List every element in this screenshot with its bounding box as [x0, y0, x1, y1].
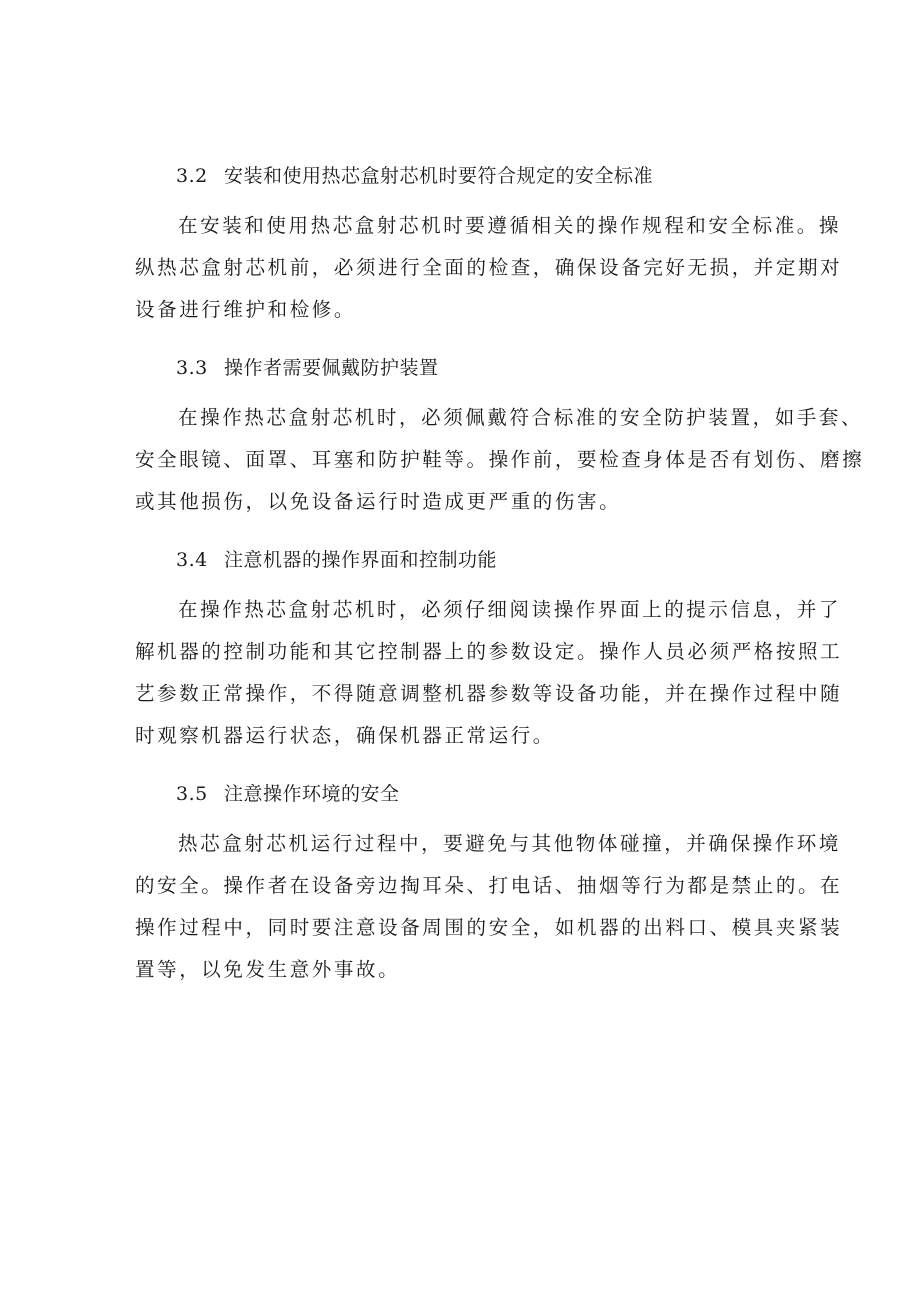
paragraph-line: 安全眼镜、面罩、耳塞和防护鞋等。操作前，要检查身体是否有划伤、磨擦 [135, 448, 865, 471]
section-heading [176, 548, 497, 572]
paragraph-line: 或其他损伤，以免设备运行时造成更严重的伤害。 [135, 490, 622, 513]
section-title: 注意机器的操作界面和控制功能 [224, 549, 498, 571]
section-title: 安装和使用热芯盒射芯机时要符合规定的安全标准 [224, 165, 654, 187]
paragraph-line: 设备进行维护和检修。 [135, 298, 357, 321]
paragraph-line: 时观察机器运行状态，确保机器正常运行。 [135, 724, 555, 747]
paragraph-line: 热芯盒射芯机运行过程中，要避免与其他物体碰撞，并确保操作环境 [178, 832, 842, 855]
paragraph-line: 在操作热芯盒射芯机时，必须佩戴符合标准的安全防护装置，如手套、 [178, 406, 864, 429]
paragraph-line: 纵热芯盒射芯机前，必须进行全面的检查，确保设备完好无损，并定期对 [135, 256, 843, 279]
paragraph-line: 解机器的控制功能和其它控制器上的参数设定。操作人员必须严格按照工 [135, 640, 843, 663]
section-title: 注意操作环境的安全 [224, 783, 400, 805]
section-heading [176, 782, 400, 806]
paragraph-line: 操作过程中，同时要注意设备周围的安全，如机器的出料口、模具夹紧装 [135, 916, 843, 939]
paragraph-line: 艺参数正常操作，不得随意调整机器参数等设备功能，并在操作过程中随 [135, 682, 843, 705]
paragraph-line: 在安装和使用热芯盒射芯机时要遵循相关的操作规程和安全标准。操 [178, 214, 842, 237]
section-number: 3.3 [176, 357, 208, 379]
paragraph-line: 置等，以免发生意外事故。 [135, 958, 401, 981]
paragraph-line: 在操作热芯盒射芯机时，必须仔细阅读操作界面上的提示信息，并了 [178, 598, 842, 621]
section-heading [176, 164, 653, 188]
section-number: 3.5 [176, 783, 208, 805]
section-title: 操作者需要佩戴防护装置 [224, 357, 439, 379]
section-number: 3.2 [176, 165, 208, 187]
section-number: 3.4 [176, 549, 208, 571]
section-heading [176, 356, 439, 380]
paragraph-line: 的安全。操作者在设备旁边掏耳朵、打电话、抽烟等行为都是禁止的。在 [135, 874, 843, 897]
